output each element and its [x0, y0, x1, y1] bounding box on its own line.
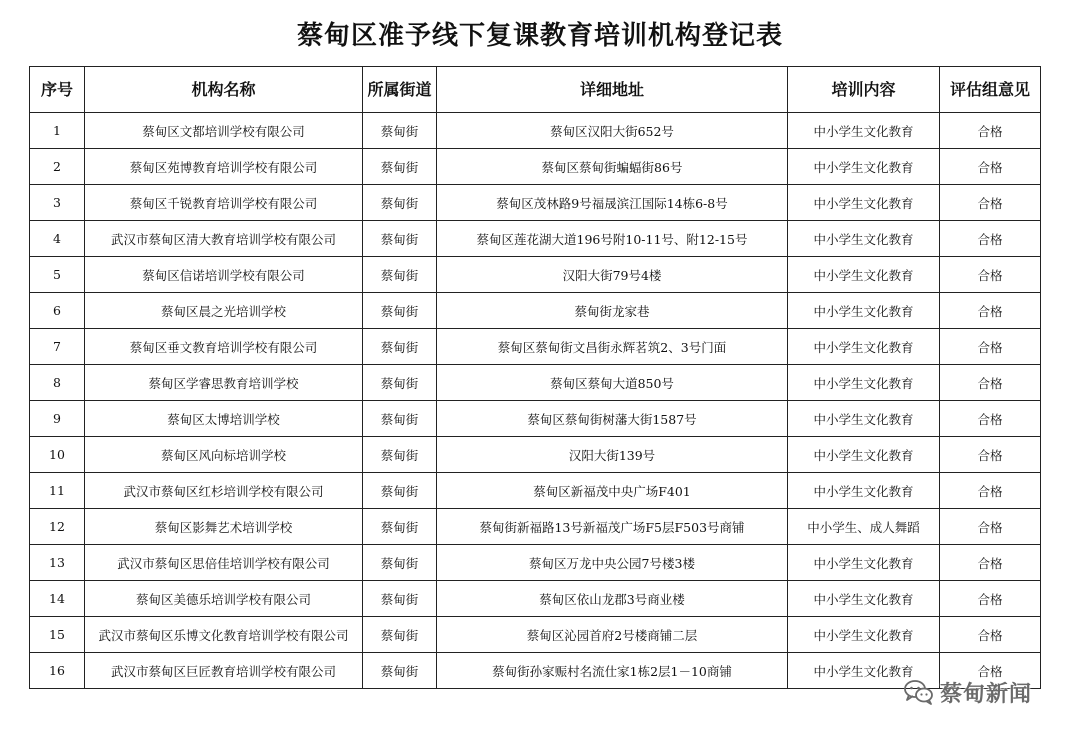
cell-address: 蔡甸区蔡甸大道850号	[437, 365, 788, 401]
cell-index: 3	[30, 185, 85, 221]
table-row	[30, 149, 1041, 185]
table-row	[30, 365, 1041, 401]
cell-institution-name: 蔡甸区晨之光培训学校	[85, 293, 363, 329]
cell-address: 汉阳大街139号	[437, 437, 788, 473]
cell-evaluation-opinion: 合格	[940, 653, 1041, 689]
cell-index: 6	[30, 293, 85, 329]
cell-institution-name: 蔡甸区垂文教育培训学校有限公司	[85, 329, 363, 365]
cell-institution-name: 蔡甸区美德乐培训学校有限公司	[85, 581, 363, 617]
cell-evaluation-opinion: 合格	[940, 617, 1041, 653]
cell-evaluation-opinion: 合格	[940, 473, 1041, 509]
cell-index: 10	[30, 437, 85, 473]
table-row	[30, 437, 1041, 473]
cell-index: 15	[30, 617, 85, 653]
cell-street: 蔡甸街	[363, 329, 437, 365]
cell-evaluation-opinion: 合格	[940, 401, 1041, 437]
cell-institution-name: 蔡甸区文都培训学校有限公司	[85, 113, 363, 149]
cell-index: 11	[30, 473, 85, 509]
cell-street: 蔡甸街	[363, 473, 437, 509]
cell-street: 蔡甸街	[363, 401, 437, 437]
cell-index: 5	[30, 257, 85, 293]
cell-address: 蔡甸区沁园首府2号楼商铺二层	[437, 617, 788, 653]
cell-address: 蔡甸区依山龙郡3号商业楼	[437, 581, 788, 617]
cell-address: 汉阳大街79号4楼	[437, 257, 788, 293]
page-title: 蔡甸区准予线下复课教育培训机构登记表	[296, 21, 783, 51]
cell-address: 蔡甸区茂林路9号福晟滨江国际14栋6-8号	[437, 185, 788, 221]
cell-institution-name: 蔡甸区影舞艺术培训学校	[85, 509, 363, 545]
cell-training-content: 中小学生文化教育	[788, 185, 940, 221]
cell-index: 4	[30, 221, 85, 257]
cell-training-content: 中小学生文化教育	[788, 113, 940, 149]
cell-street: 蔡甸街	[363, 257, 437, 293]
cell-training-content: 中小学生文化教育	[788, 473, 940, 509]
cell-training-content: 中小学生文化教育	[788, 329, 940, 365]
cell-address: 蔡甸区汉阳大街652号	[437, 113, 788, 149]
cell-index: 9	[30, 401, 85, 437]
table-row	[30, 185, 1041, 221]
cell-address: 蔡甸街新福路13号新福茂广场F5层F503号商铺	[437, 509, 788, 545]
cell-training-content: 中小学生文化教育	[788, 653, 940, 689]
cell-institution-name: 蔡甸区风向标培训学校	[85, 437, 363, 473]
cell-institution-name: 蔡甸区信诺培训学校有限公司	[85, 257, 363, 293]
cell-street: 蔡甸街	[363, 221, 437, 257]
cell-evaluation-opinion: 合格	[940, 545, 1041, 581]
cell-evaluation-opinion: 合格	[940, 365, 1041, 401]
cell-index: 14	[30, 581, 85, 617]
cell-institution-name: 蔡甸区千锐教育培训学校有限公司	[85, 185, 363, 221]
table-row	[30, 221, 1041, 257]
cell-evaluation-opinion: 合格	[940, 293, 1041, 329]
cell-index: 13	[30, 545, 85, 581]
cell-training-content: 中小学生文化教育	[788, 401, 940, 437]
cell-institution-name: 武汉市蔡甸区清大教育培训学校有限公司	[85, 221, 363, 257]
cell-index: 16	[30, 653, 85, 689]
column-header-content: 培训内容	[788, 67, 940, 113]
table-row	[30, 293, 1041, 329]
column-header-index: 序号	[30, 67, 85, 113]
table-row	[30, 509, 1041, 545]
cell-evaluation-opinion: 合格	[940, 509, 1041, 545]
cell-street: 蔡甸街	[363, 509, 437, 545]
column-header-street: 所属街道	[363, 67, 437, 113]
cell-evaluation-opinion: 合格	[940, 149, 1041, 185]
table-row	[30, 257, 1041, 293]
cell-institution-name: 蔡甸区太博培训学校	[85, 401, 363, 437]
cell-address: 蔡甸区莲花湖大道196号附10-11号、附12-15号	[437, 221, 788, 257]
table-row	[30, 545, 1041, 581]
cell-address: 蔡甸街龙家巷	[437, 293, 788, 329]
cell-training-content: 中小学生文化教育	[788, 617, 940, 653]
cell-street: 蔡甸街	[363, 149, 437, 185]
cell-index: 12	[30, 509, 85, 545]
table-row	[30, 617, 1041, 653]
table-row	[30, 113, 1041, 149]
cell-training-content: 中小学生文化教育	[788, 293, 940, 329]
cell-address: 蔡甸街孙家赈村名流仕家1栋2层1－10商铺	[437, 653, 788, 689]
cell-evaluation-opinion: 合格	[940, 329, 1041, 365]
column-header-opinion: 评估组意见	[940, 67, 1041, 113]
table-row	[30, 653, 1041, 689]
column-header-address: 详细地址	[437, 67, 788, 113]
cell-institution-name: 武汉市蔡甸区红杉培训学校有限公司	[85, 473, 363, 509]
cell-institution-name: 武汉市蔡甸区乐博文化教育培训学校有限公司	[85, 617, 363, 653]
cell-index: 2	[30, 149, 85, 185]
cell-training-content: 中小学生文化教育	[788, 365, 940, 401]
cell-institution-name: 蔡甸区苑博教育培训学校有限公司	[85, 149, 363, 185]
cell-index: 1	[30, 113, 85, 149]
table-row	[30, 581, 1041, 617]
cell-street: 蔡甸街	[363, 653, 437, 689]
cell-training-content: 中小学生、成人舞蹈	[788, 509, 940, 545]
cell-training-content: 中小学生文化教育	[788, 581, 940, 617]
table-header-row	[30, 67, 1041, 113]
table-body	[30, 113, 1041, 689]
cell-evaluation-opinion: 合格	[940, 185, 1041, 221]
table-row	[30, 473, 1041, 509]
cell-evaluation-opinion: 合格	[940, 437, 1041, 473]
wechat-icon	[904, 679, 934, 705]
cell-street: 蔡甸街	[363, 113, 437, 149]
cell-street: 蔡甸街	[363, 581, 437, 617]
cell-institution-name: 蔡甸区学睿思教育培训学校	[85, 365, 363, 401]
cell-street: 蔡甸街	[363, 617, 437, 653]
cell-institution-name: 武汉市蔡甸区思倍佳培训学校有限公司	[85, 545, 363, 581]
cell-address: 蔡甸区蔡甸街蝙蝠街86号	[437, 149, 788, 185]
cell-street: 蔡甸街	[363, 185, 437, 221]
cell-street: 蔡甸街	[363, 365, 437, 401]
cell-training-content: 中小学生文化教育	[788, 257, 940, 293]
cell-address: 蔡甸区万龙中央公园7号楼3楼	[437, 545, 788, 581]
cell-training-content: 中小学生文化教育	[788, 545, 940, 581]
table-row	[30, 401, 1041, 437]
cell-index: 7	[30, 329, 85, 365]
table-row	[30, 329, 1041, 365]
registration-table	[29, 66, 1041, 689]
watermark-text: 蔡甸新闻	[940, 681, 1033, 707]
cell-institution-name: 武汉市蔡甸区巨匠教育培训学校有限公司	[85, 653, 363, 689]
cell-training-content: 中小学生文化教育	[788, 437, 940, 473]
cell-evaluation-opinion: 合格	[940, 221, 1041, 257]
cell-evaluation-opinion: 合格	[940, 581, 1041, 617]
column-header-name: 机构名称	[85, 67, 363, 113]
watermark	[904, 672, 1054, 712]
cell-address: 蔡甸区蔡甸街树藩大街1587号	[437, 401, 788, 437]
cell-training-content: 中小学生文化教育	[788, 149, 940, 185]
cell-street: 蔡甸街	[363, 437, 437, 473]
cell-street: 蔡甸街	[363, 293, 437, 329]
cell-evaluation-opinion: 合格	[940, 113, 1041, 149]
cell-address: 蔡甸区新福茂中央广场F401	[437, 473, 788, 509]
cell-training-content: 中小学生文化教育	[788, 221, 940, 257]
cell-evaluation-opinion: 合格	[940, 257, 1041, 293]
cell-index: 8	[30, 365, 85, 401]
cell-address: 蔡甸区蔡甸街文昌街永辉茗筑2、3号门面	[437, 329, 788, 365]
cell-street: 蔡甸街	[363, 545, 437, 581]
